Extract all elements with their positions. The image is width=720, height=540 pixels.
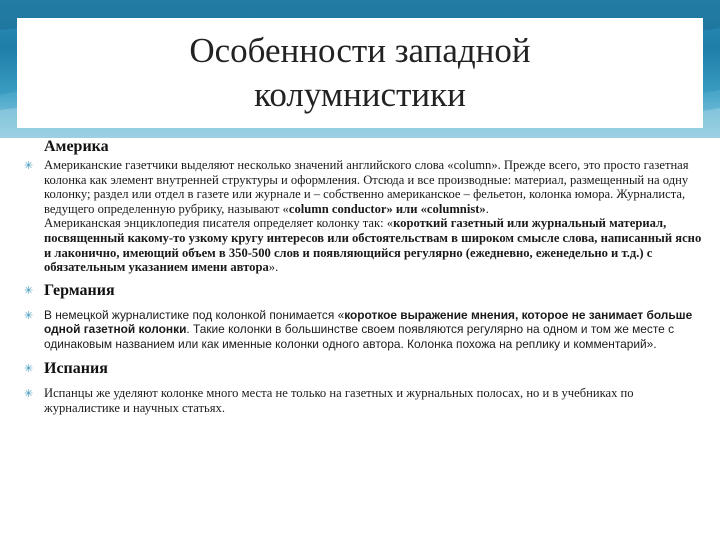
america-text-2-end: ».	[268, 260, 279, 275]
america-text-1-bold: column conductor» или «columnist»	[288, 201, 486, 216]
asterisk-bullet-icon: ✳	[24, 308, 34, 322]
germany-text-1: В немецкой журналистике под колонкой понимается «	[44, 307, 345, 322]
title-box	[17, 18, 703, 128]
america-text-1: Американские газетчики выделяют несколько значений английского слова «column». Прежде всего, это просто газетная колонка как элемент внутренней структуры и оформления. Отсюда и все производные: материал, размещенный на одну колонку; раздел или отдел в газете или журнале и – собственно американское – фельетон, колонка юмора. Журналиста, ведущего определенную рубрику, называют «	[44, 158, 689, 216]
america-text-2-bold: короткий газетный или журнальный материал, посвященный какому-то узкому кругу интересов или обстоятельствам в широком смысле слова, написанный ясно и лаконично, имеющий объем в 350-500 слов и появляющийся регулярно (ежедневно, еженедельно и т.д.) с обязательным указанием имени автора	[44, 216, 702, 275]
asterisk-bullet-icon: ✳	[24, 361, 34, 375]
slide-title: Особенности западной колумнистики	[189, 31, 531, 114]
section-spain-heading-item	[20, 359, 704, 379]
header-banner	[0, 0, 720, 138]
section-germany-heading-item	[20, 281, 704, 301]
germany-text-1-end: . Такие колонки в большинстве своем появляются регулярно на одном и том же месте с одинаковым названием или как именные колонки одного автора. Колонка похожа на реплику и комментарий».	[44, 322, 675, 351]
section-heading-germany: Германия	[44, 281, 115, 299]
section-america-heading-item	[20, 137, 704, 157]
spain-text: Испанцы же уделяют колонке много места не только на газетных и журнальных полосах, но и в учебниках по журналистике и научных статьях.	[44, 385, 634, 415]
section-heading-america: Америка	[44, 138, 109, 155]
slide-content	[20, 140, 704, 415]
section-germany-paragraph	[20, 308, 704, 351]
germany-text	[44, 308, 704, 351]
asterisk-bullet-icon: ✳	[24, 386, 34, 400]
germany-text-1-bold: короткое выражение мнения, которое не занимает больше одной газетной колонки	[44, 307, 693, 337]
america-text	[44, 158, 704, 275]
asterisk-bullet-icon: ✳	[24, 283, 34, 297]
section-spain-paragraph	[20, 386, 704, 415]
section-heading-spain: Испания	[44, 359, 108, 377]
section-america-paragraph	[20, 158, 704, 275]
america-text-2: Американская энциклопедия писателя определяет колонку так: «	[44, 216, 394, 231]
america-text-1-end: .	[485, 201, 489, 216]
asterisk-bullet-icon: ✳	[24, 159, 34, 172]
